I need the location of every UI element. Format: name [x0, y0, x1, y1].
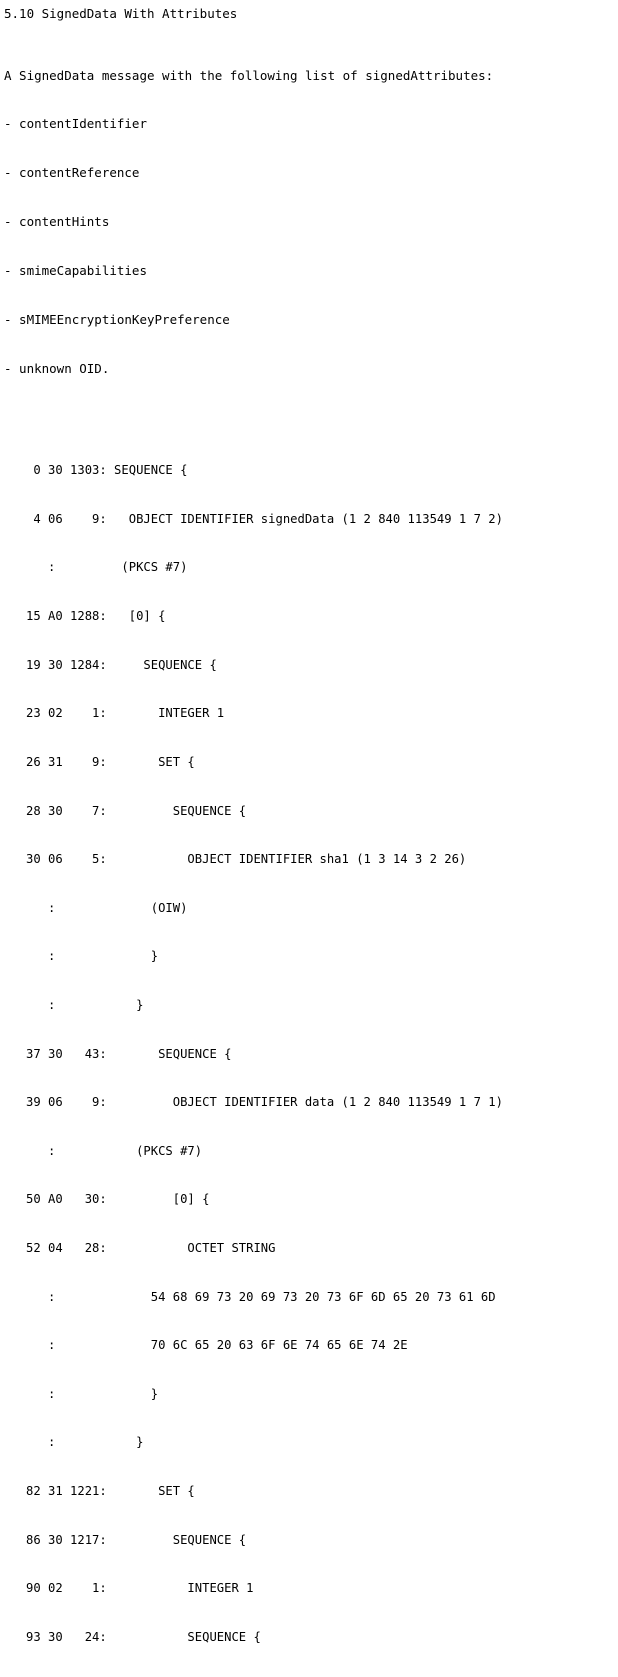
dump-line: : } — [4, 997, 144, 1012]
intro-line: - smimeCapabilities — [4, 263, 147, 279]
dump-line: : } — [4, 1435, 144, 1450]
intro-block — [4, 35, 618, 410]
intro-line: - contentReference — [4, 165, 140, 181]
intro-line: - sMIMEEncryptionKeyPreference — [4, 312, 230, 328]
dump-line: 50 A0 30: [0] { — [4, 1192, 210, 1207]
dump-line: 90 02 1: INTEGER 1 — [4, 1581, 254, 1596]
dump-line: : (OIW) — [4, 900, 188, 915]
dump-line: 23 02 1: INTEGER 1 — [4, 706, 225, 721]
asn1-dump-block — [4, 430, 618, 1677]
dump-line: : } — [4, 949, 159, 964]
dump-line: : 70 6C 65 20 63 6F 6E 74 65 6E 74 2E — [4, 1338, 408, 1353]
dump-line: 52 04 28: OCTET STRING — [4, 1240, 276, 1255]
dump-line: : } — [4, 1386, 159, 1401]
dump-line: 0 30 1303: SEQUENCE { — [4, 463, 188, 478]
dump-line: 28 30 7: SEQUENCE { — [4, 803, 247, 818]
dump-line: 19 30 1284: SEQUENCE { — [4, 657, 217, 672]
intro-line: - contentIdentifier — [4, 116, 147, 132]
dump-line: : 54 68 69 73 20 69 73 20 73 6F 6D 65 20 73 61 6D — [4, 1289, 496, 1304]
dump-line: : (PKCS #7) — [4, 1143, 203, 1158]
dump-line: 15 A0 1288: [0] { — [4, 609, 166, 624]
dump-line: 93 30 24: SEQUENCE { — [4, 1629, 261, 1644]
dump-line: 82 31 1221: SET { — [4, 1484, 195, 1499]
intro-line: - unknown OID. — [4, 360, 110, 376]
dump-line: 30 06 5: OBJECT IDENTIFIER sha1 (1 3 14 3 2 26) — [4, 852, 467, 867]
intro-line: A SignedData message with the following list of signedAttributes: — [4, 67, 494, 83]
page-title: 5.10 SignedData With Attributes — [4, 6, 238, 21]
dump-line: 37 30 43: SEQUENCE { — [4, 1046, 232, 1061]
dump-line: 26 31 9: SET { — [4, 754, 195, 769]
dump-line: 4 06 9: OBJECT IDENTIFIER signedData (1 2 840 113549 1 7 2) — [4, 511, 503, 526]
dump-line: 86 30 1217: SEQUENCE { — [4, 1532, 247, 1547]
dump-line: 39 06 9: OBJECT IDENTIFIER data (1 2 840 113549 1 7 1) — [4, 1095, 503, 1110]
intro-line: - contentHints — [4, 214, 110, 230]
dump-line: : (PKCS #7) — [4, 560, 188, 575]
